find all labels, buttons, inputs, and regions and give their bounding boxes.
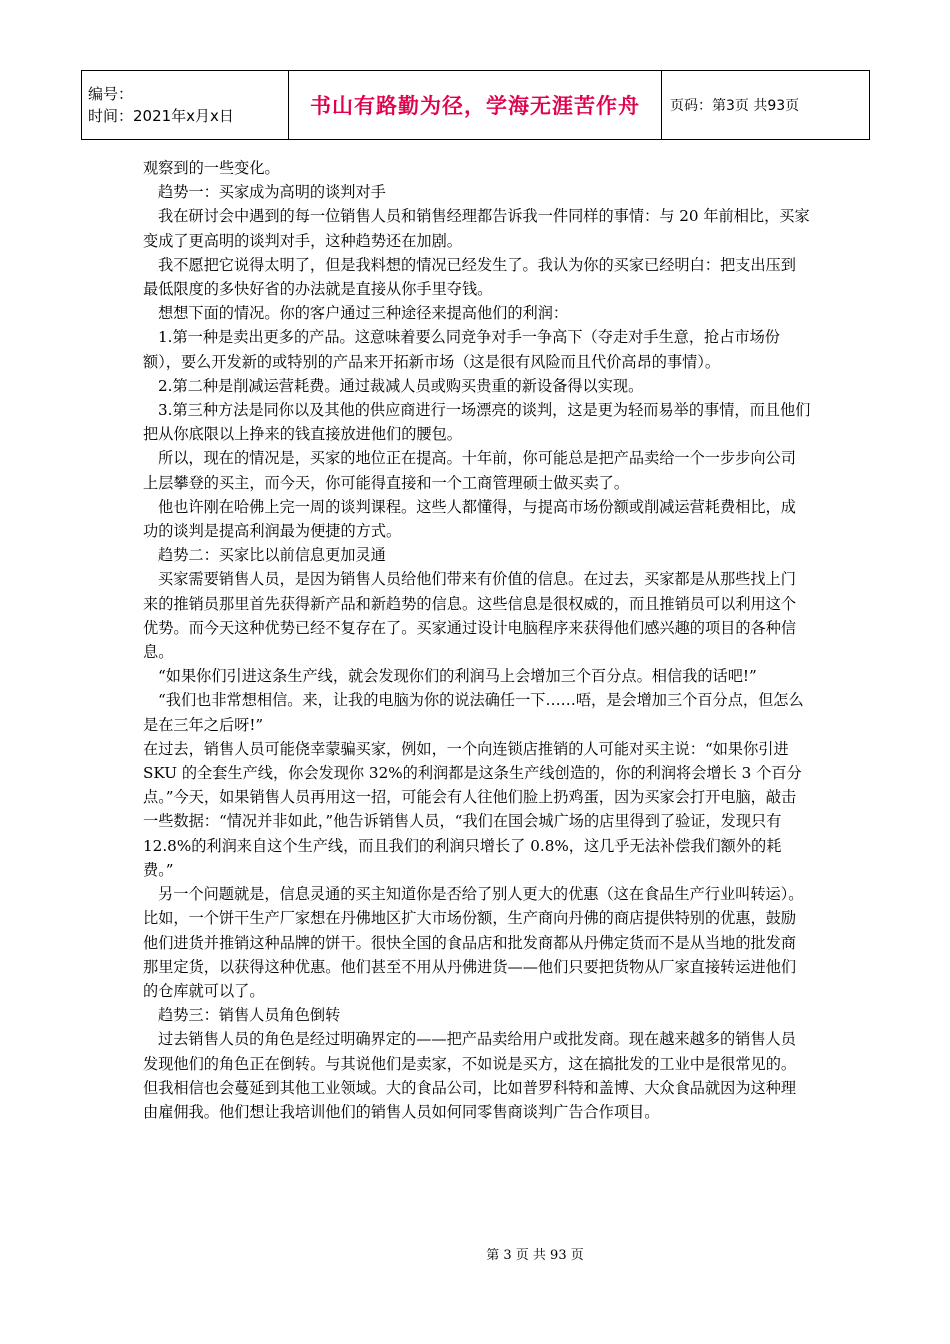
paragraph: 在过去，销售人员可能侥幸蒙骗买家，例如，一个向连锁店推销的人可能对买主说：“如果你引进 SKU 的全套生产线，你会发现你 32%的利润都是这条生产线创造的，你的利润将会增长 3 个百分点。”今天，如果销售人员再用这一招，可能会有人往他们脸上扔鸡蛋，因为买家会打开电脑，敲击一些数据：“情况并非如此，”他告诉销售人员，“我们在国会城广场的店里得到了验证，发现只有 12.8%的利润来自这个生产线，而且我们的利润只增长了 0.8%，这几乎无法补偿我们额外的耗费。”	[143, 739, 802, 879]
paragraph: 想想下面的情况。你的客户通过三种途径来提高他们的利润：	[158, 304, 569, 323]
page-footer	[0, 1244, 950, 1263]
paragraph: 我在研讨会中遇到的每一位销售人员和销售经理都告诉我一件同样的事情：与 20 年前相比，买家变成了更高明的谈判对手，这种趋势还在加剧。	[143, 207, 810, 250]
quote-paragraph: “我们也非常想相信。来，让我的电脑为你的说法确任一下……唔，是会增加三个百分点，但怎么是在三年之后呀!”	[143, 691, 804, 734]
paragraph: 他也许刚在哈佛上完一周的谈判课程。这些人都懂得，与提高市场份额或削减运营耗费相比，成功的谈判是提高利润最为便捷的方式。	[143, 497, 796, 541]
document-date: 时间：2021年x月x日	[88, 107, 234, 125]
paragraph: 我不愿把它说得太明了，但是我料想的情况已经发生了。我认为你的买家已经明白：把支出压到最低限度的多快好省的办法就是直接从你手里夺钱。	[143, 255, 796, 299]
document-body	[143, 156, 811, 1124]
section-heading: 趋势一：买家成为高明的谈判对手	[158, 183, 386, 202]
paragraph: 过去销售人员的角色是经过明确界定的——把产品卖给用户或批发商。现在越来越多的销售人员发现他们的角色正在倒转。与其说他们是卖家，不如说是买方，这在搞批发的工业中是很常见的。但我相信也会蔓延到其他工业领域。大的食品公司，比如普罗科特和盖博、大众食品就因为这种理由雇佣我。他们想让我培训他们的销售人员如何同零售商谈判广告合作项目。	[143, 1030, 797, 1121]
quote-paragraph: “如果你们引进这条生产线，就会发现你们的利润马上会增加三个百分点。相信我的话吧!”	[158, 667, 757, 686]
section-heading: 趋势三：销售人员角色倒转	[158, 1006, 341, 1025]
section-heading: 趋势二：买家比以前信息更加灵通	[158, 546, 386, 565]
list-item: 2.第二种是削减运营耗费。通过裁减人员或购买贵重的新设备得以实现。	[158, 376, 644, 395]
list-item: 1.第一种是卖出更多的产品。这意味着要么同竞争对手一争高下（夺走对手生意，抢占市场份额），要么开发新的或特别的产品来开拓新市场（这是很有风险而且代价高昂的事情）。	[143, 328, 780, 371]
header-motto: 书山有路勤为径，学海无涯苦作舟	[310, 94, 640, 118]
list-item: 3.第三种方法是同你以及其他的供应商进行一场漂亮的谈判，这是更为轻而易举的事情，而且他们把从你底限以上挣来的钱直接放进他们的腰包。	[143, 401, 811, 444]
header-page-number: 页码：第3页 共93页	[662, 71, 870, 140]
document-number: 编号：	[88, 85, 134, 103]
header-meta	[82, 71, 289, 140]
paragraph: 所以，现在的情况是，买家的地位正在提高。十年前，你可能总是把产品卖给一个一步步向公司上层攀登的买主，而今天，你可能得直接和一个工商管理硕士做买卖了。	[143, 449, 796, 492]
paragraph: 另一个问题就是，信息灵通的买主知道你是否给了别人更大的优惠（这在食品生产行业叫转运）。比如，一个饼干生产厂家想在丹佛地区扩大市场份额，生产商向丹佛的商店提供特别的优惠，鼓励他们进货并推销这种品牌的饼干。很快全国的食品店和批发商都从丹佛定货而不是从当地的批发商那里定货，以获得这种优惠。他们甚至不用从丹佛进货——他们只要把货物从厂家直接转运进他们的仓库就可以了。	[143, 885, 804, 1000]
footer-page-number: 第 3 页 共 93 页	[486, 1248, 584, 1263]
header-motto-cell	[289, 71, 662, 140]
paragraph: 观察到的一些变化。	[143, 159, 280, 177]
page-header	[81, 70, 870, 140]
paragraph: 买家需要销售人员，是因为销售人员给他们带来有价值的信息。在过去，买家都是从那些找上门来的推销员那里首先获得新产品和新趋势的信息。这些信息是很权威的，而且推销员可以利用这个优势。而今天这种优势已经不复存在了。买家通过设计电脑程序来获得他们感兴趣的项目的各种信息。	[143, 570, 797, 662]
